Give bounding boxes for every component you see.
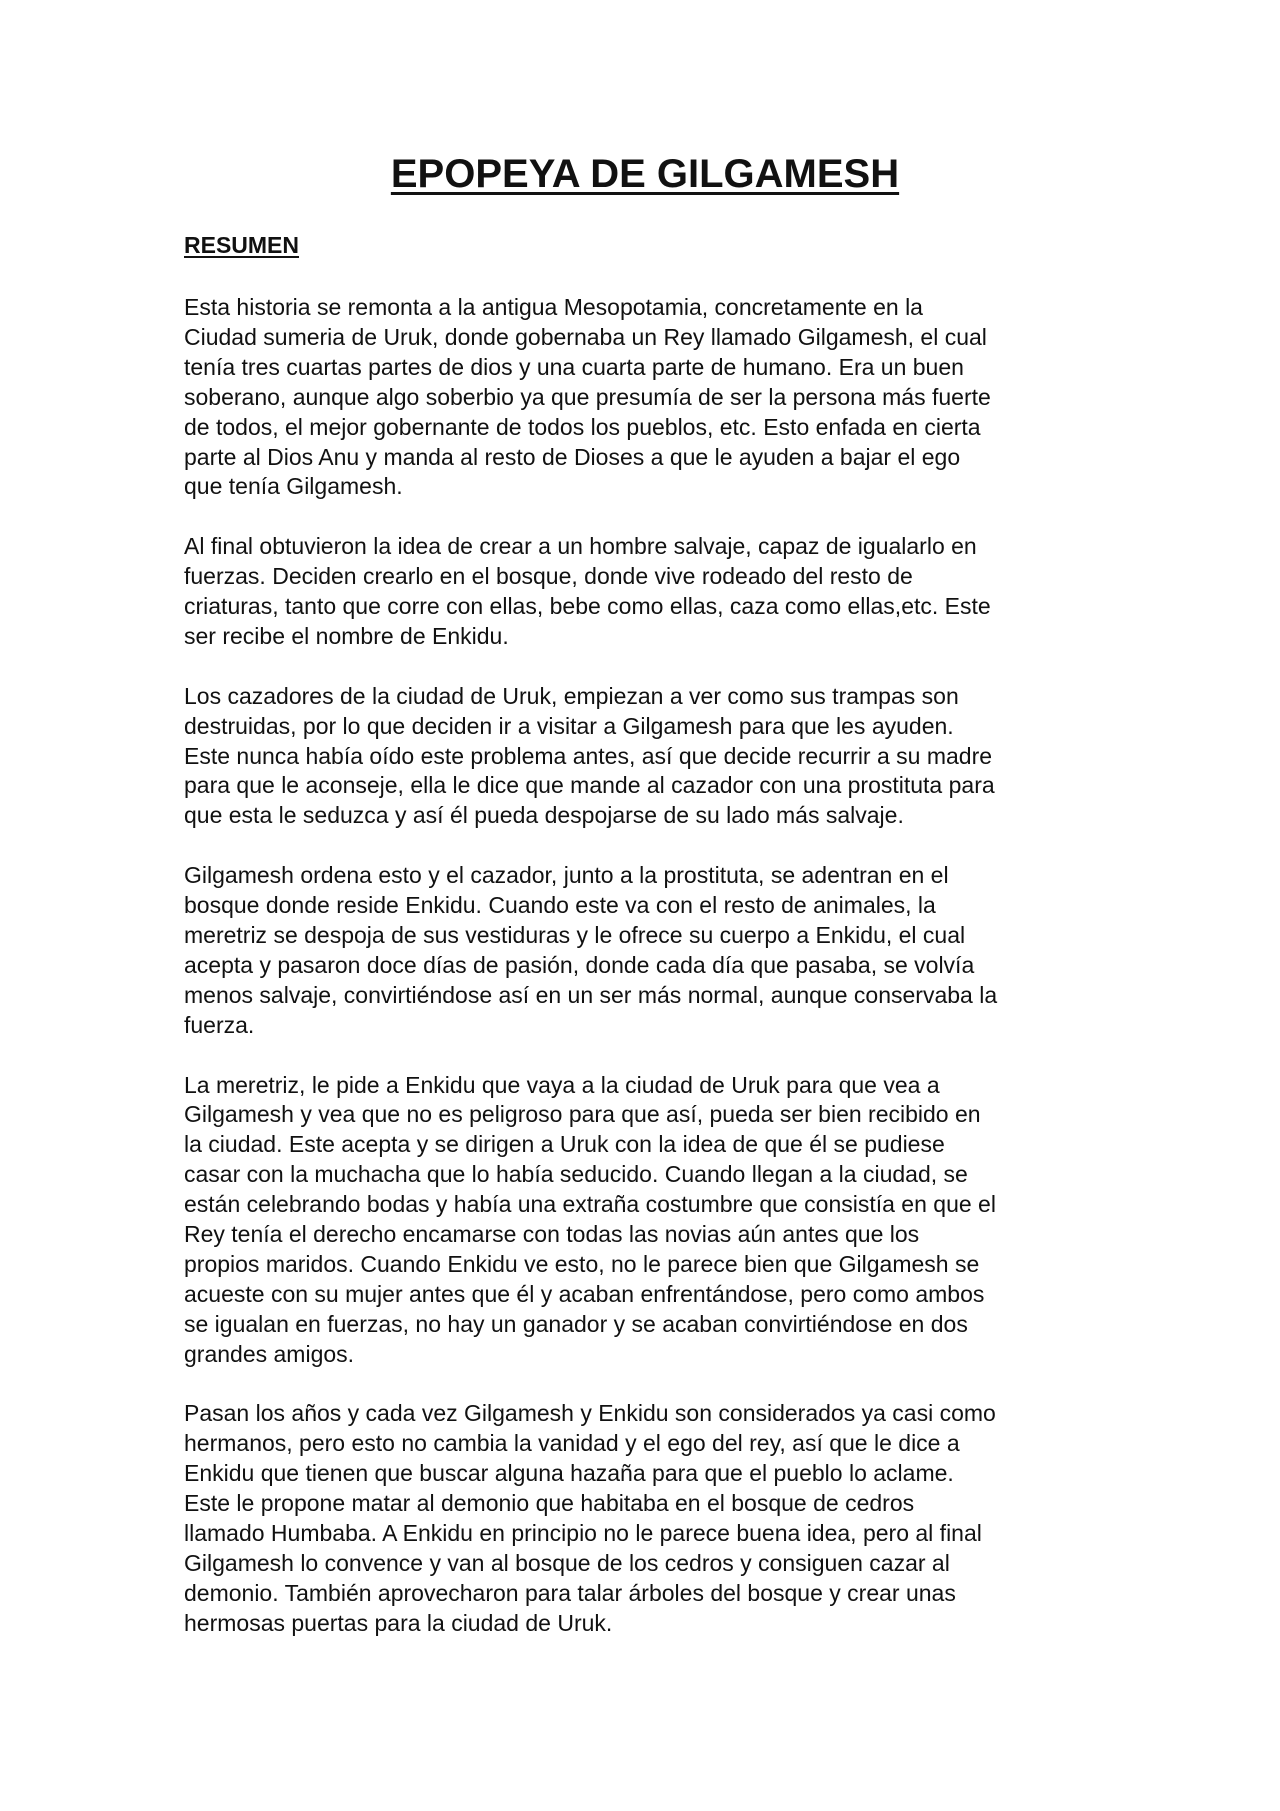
text-line: Este le propone matar al demonio que habitaba en el bosque de cedros [184,1490,915,1517]
text-line: que esta le seduzca y así él pueda despojarse de su lado más salvaje. [184,802,904,829]
document-body [184,293,1124,1669]
paragraph [184,1399,1124,1638]
text-line: demonio. También aprovecharon para talar árboles del bosque y crear unas [184,1579,956,1606]
text-line: de todos, el mejor gobernante de todos los pueblos, etc. Esto enfada en cierta [184,413,981,440]
text-line: tenía tres cuartas partes de dios y una cuarta parte de humano. Era un buen [184,353,964,380]
text-line: para que le aconseje, ella le dice que mande al cazador con una prostituta para [184,772,995,799]
text-line: ser recibe el nombre de Enkidu. [184,622,509,649]
text-line: La meretriz, le pide a Enkidu que vaya a la ciudad de Uruk para que vea a [184,1071,940,1098]
text-line: grandes amigos. [184,1340,355,1367]
text-line: la ciudad. Este acepta y se dirigen a Uruk con la idea de que él se pudiese [184,1131,945,1158]
text-line: Enkidu que tienen que buscar alguna hazaña para que el pueblo lo aclame. [184,1460,954,1487]
text-line: fuerza. [184,1011,255,1038]
text-line: se igualan en fuerzas, no hay un ganador y se acaban convirtiéndose en dos [184,1310,968,1337]
paragraph [184,861,1124,1040]
paragraph [184,1071,1124,1370]
text-line: acepta y pasaron doce días de pasión, donde cada día que pasaba, se volvía [184,951,975,978]
text-line: llamado Humbaba. A Enkidu en principio no le parece buena idea, pero al final [184,1520,982,1547]
section-heading-resumen: RESUMEN [184,232,300,258]
text-line: Rey tenía el derecho encamarse con todas las novias aún antes que los [184,1221,920,1248]
text-line: hermanos, pero esto no cambia la vanidad y el ego del rey, así que le dice a [184,1430,960,1457]
text-line: Gilgamesh ordena esto y el cazador, junto a la prostituta, se adentran en el [184,862,949,889]
text-line: Este nunca había oído este problema antes, así que decide recurrir a su madre [184,742,993,769]
text-line: Pasan los años y cada vez Gilgamesh y Enkidu son considerados ya casi como [184,1400,996,1427]
paragraph [184,293,1124,502]
text-line: propios maridos. Cuando Enkidu ve esto, no le parece bien que Gilgamesh se [184,1250,980,1277]
text-line: que tenía Gilgamesh. [184,473,403,500]
document-title: EPOPEYA DE GILGAMESH [390,152,900,196]
text-line: Gilgamesh y vea que no es peligroso para que así, pueda ser bien recibido en [184,1101,981,1128]
text-line: bosque donde reside Enkidu. Cuando este va con el resto de animales, la [184,892,936,919]
text-line: casar con la muchacha que lo había seducido. Cuando llegan a la ciudad, se [184,1161,968,1188]
text-line: parte al Dios Anu y manda al resto de Dioses a que le ayuden a bajar el ego [184,443,961,470]
text-line: hermosas puertas para la ciudad de Uruk. [184,1609,613,1636]
text-line: destruidas, por lo que deciden ir a visitar a Gilgamesh para que les ayuden. [184,712,954,739]
text-line: Esta historia se remonta a la antigua Mesopotamia, concretamente en la [184,294,923,320]
text-line: criaturas, tanto que corre con ellas, bebe como ellas, caza como ellas,etc. Este [184,593,991,620]
text-line: fuerzas. Deciden crearlo en el bosque, donde vive rodeado del resto de [184,563,913,590]
text-line: soberano, aunque algo soberbio ya que presumía de ser la persona más fuerte [184,383,991,410]
text-line: están celebrando bodas y había una extraña costumbre que consistía en que el [184,1191,996,1218]
text-line: menos salvaje, convirtiéndose así en un ser más normal, aunque conservaba la [184,981,998,1008]
text-line: Los cazadores de la ciudad de Uruk, empiezan a ver como sus trampas son [184,682,959,709]
text-line: meretriz se despoja de sus vestiduras y le ofrece su cuerpo a Enkidu, el cual [184,921,966,948]
text-line: Al final obtuvieron la idea de crear a un hombre salvaje, capaz de igualarlo en [184,533,977,560]
text-line: Ciudad sumeria de Uruk, donde gobernaba un Rey llamado Gilgamesh, el cual [184,323,987,350]
paragraph [184,532,1124,652]
paragraph [184,682,1124,832]
text-line: Gilgamesh lo convence y van al bosque de los cedros y consiguen cazar al [184,1549,950,1576]
text-line: acueste con su mujer antes que él y acaban enfrentándose, pero como ambos [184,1280,985,1307]
